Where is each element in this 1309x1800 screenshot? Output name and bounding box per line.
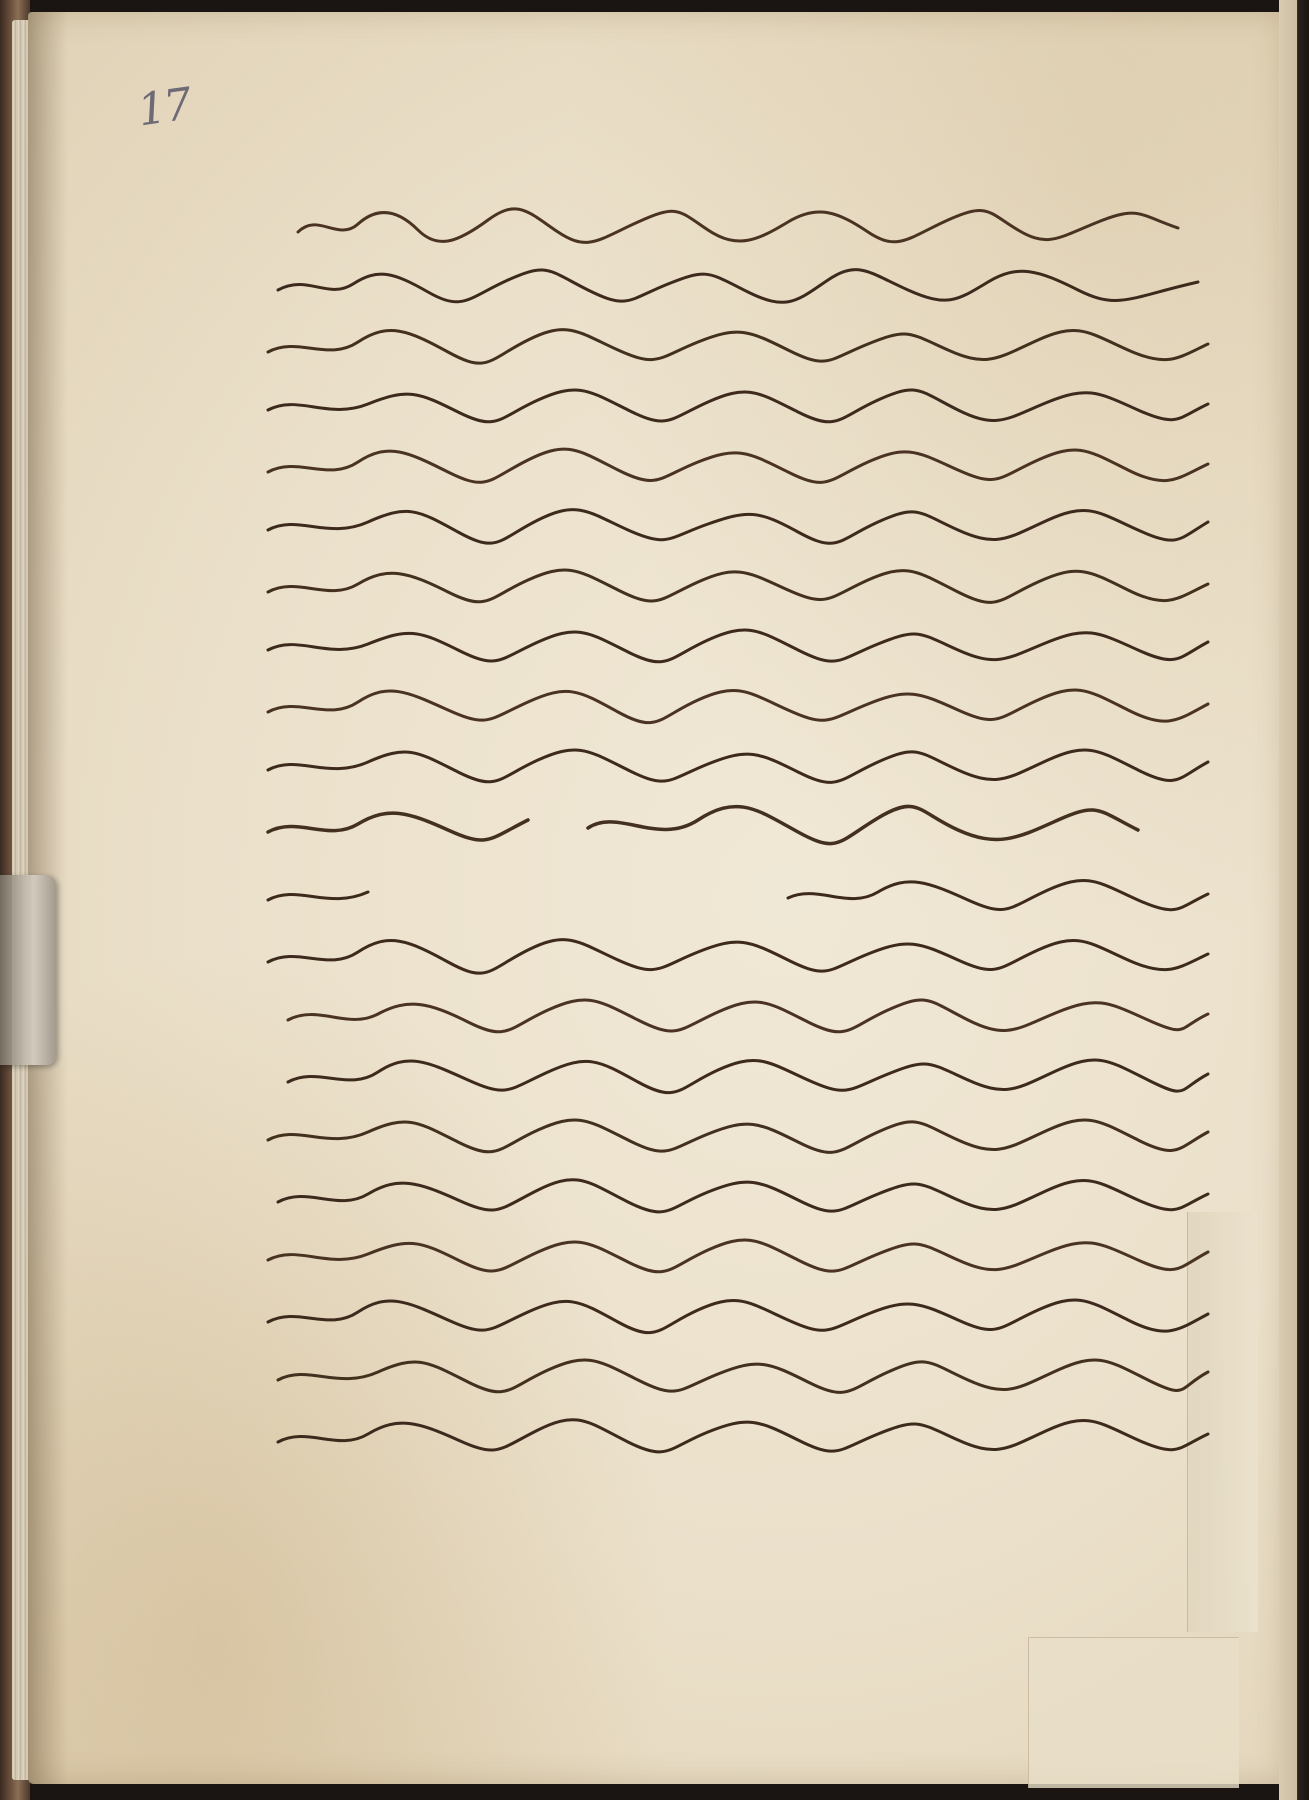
script-line <box>258 802 1218 846</box>
page-clip-tab <box>0 875 56 1065</box>
script-line <box>258 262 1218 306</box>
script-line <box>258 872 1218 916</box>
manuscript-page <box>28 12 1284 1784</box>
script-line <box>258 382 1218 426</box>
handwritten-text-block <box>258 182 1218 1642</box>
script-line <box>258 562 1218 606</box>
script-line <box>258 682 1218 726</box>
script-line <box>258 1112 1218 1156</box>
script-line <box>258 322 1218 366</box>
script-line <box>258 202 1218 246</box>
script-line <box>258 992 1218 1036</box>
script-line <box>258 932 1218 976</box>
right-page-edge <box>1279 0 1309 1800</box>
script-line <box>258 1232 1218 1276</box>
script-line <box>258 442 1218 486</box>
script-line <box>258 1292 1218 1336</box>
script-line <box>258 502 1218 546</box>
paper-repair-bottom <box>1028 1637 1239 1788</box>
script-line <box>258 742 1218 786</box>
script-line <box>258 1412 1218 1456</box>
script-line <box>258 1052 1218 1096</box>
script-line <box>258 622 1218 666</box>
folio-number: 17 <box>134 78 194 137</box>
script-line <box>258 1172 1218 1216</box>
script-line <box>258 1352 1218 1396</box>
